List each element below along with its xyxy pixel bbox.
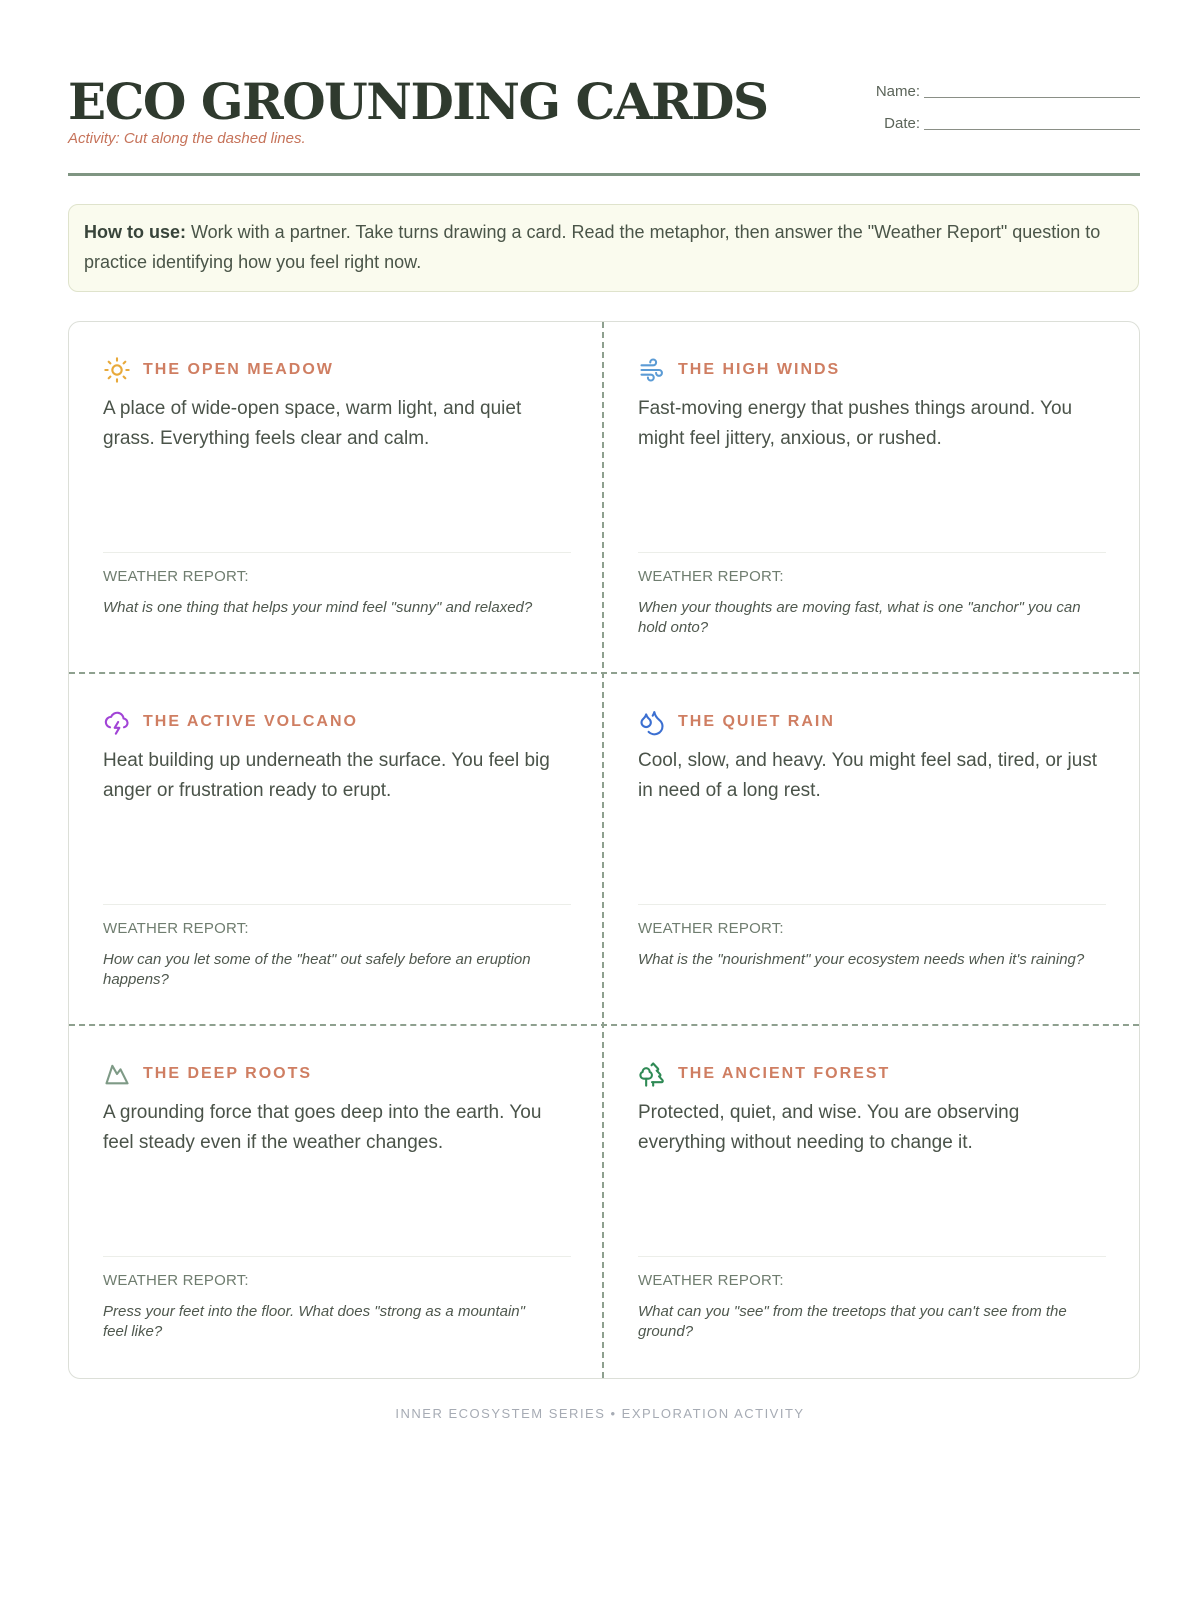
card-description: A grounding force that goes deep into the earth. You feel steady even if the weather changes. <box>103 1102 542 1153</box>
card-open-meadow <box>69 322 604 674</box>
card-header <box>638 356 840 384</box>
droplets-icon <box>638 708 666 736</box>
instructions-text: Work with a partner. Take turns drawing a card. Read the metaphor, then answer the "Weather Report" question to practice identifying how you feel right now. <box>84 222 1101 272</box>
weather-report-question: When your thoughts are moving fast, what is one "anchor" you can hold onto? <box>638 599 1081 636</box>
card-ancient-forest <box>604 1026 1139 1378</box>
card-description: Protected, quiet, and wise. You are observing everything without needing to change it. <box>638 1102 1020 1153</box>
trees-icon <box>638 1060 666 1088</box>
instructions-box <box>68 204 1139 292</box>
card-separator <box>638 1256 1106 1257</box>
card-header <box>638 708 835 736</box>
card-separator <box>103 552 571 553</box>
weather-report-question: Press your feet into the floor. What does "strong as a mountain" feel like? <box>103 1303 525 1340</box>
card-active-volcano <box>69 674 604 1026</box>
name-label: Name: <box>875 83 920 100</box>
card-description: Heat building up underneath the surface. You feel big anger or frustration ready to erupt. <box>103 750 550 801</box>
card-header <box>103 708 358 736</box>
weather-report-label: WEATHER REPORT: <box>103 568 249 585</box>
name-field[interactable] <box>850 68 1140 100</box>
date-label: Date: <box>884 115 920 132</box>
card-title: THE ACTIVE VOLCANO <box>143 713 358 730</box>
card-title: THE DEEP ROOTS <box>143 1065 313 1082</box>
page-header <box>68 66 1140 176</box>
mountain-icon <box>103 1060 131 1088</box>
sun-icon <box>103 356 131 384</box>
card-title: THE ANCIENT FOREST <box>678 1065 891 1082</box>
card-title: THE QUIET RAIN <box>678 713 835 730</box>
card-separator <box>638 552 1106 553</box>
instructions-lead: How to use: <box>84 222 186 242</box>
date-line[interactable] <box>924 115 1140 130</box>
card-description: Fast-moving energy that pushes things around. You might feel jittery, anxious, or rushed. <box>638 398 1073 449</box>
weather-report-label: WEATHER REPORT: <box>103 920 249 937</box>
card-description: A place of wide-open space, warm light, and quiet grass. Everything feels clear and calm. <box>103 398 522 449</box>
card-header <box>103 356 334 384</box>
wind-icon <box>638 356 666 384</box>
card-separator <box>103 904 571 905</box>
weather-report-question: What can you "see" from the treetops that you can't see from the ground? <box>638 1303 1067 1340</box>
page-title: ECO GROUNDING CARDS <box>68 72 768 131</box>
storm-cloud-icon <box>103 708 131 736</box>
student-fields <box>850 68 1140 132</box>
card-deep-roots <box>69 1026 604 1378</box>
card-quiet-rain <box>604 674 1139 1026</box>
horizontal-cut-line <box>69 1024 1139 1026</box>
weather-report-question: What is the "nourishment" your ecosystem needs when it's raining? <box>638 951 1085 968</box>
weather-report-question: How can you let some of the "heat" out safely before an eruption happens? <box>103 951 531 988</box>
card-high-winds <box>604 322 1139 674</box>
weather-report-question: What is one thing that helps your mind feel "sunny" and relaxed? <box>103 599 533 616</box>
card-header <box>638 1060 890 1088</box>
vertical-cut-line <box>602 322 604 1378</box>
date-field[interactable] <box>850 100 1140 132</box>
weather-report-label: WEATHER REPORT: <box>103 1272 249 1289</box>
card-title: THE OPEN MEADOW <box>143 361 334 378</box>
header-divider <box>68 173 1140 176</box>
card-separator <box>638 904 1106 905</box>
weather-report-label: WEATHER REPORT: <box>638 568 784 585</box>
page-subtitle: Activity: Cut along the dashed lines. <box>68 130 306 147</box>
page-footer: INNER ECOSYSTEM SERIES • EXPLORATION ACTIVITY <box>395 1406 805 1421</box>
card-header <box>103 1060 312 1088</box>
weather-report-label: WEATHER REPORT: <box>638 920 784 937</box>
card-description: Cool, slow, and heavy. You might feel sad, tired, or just in need of a long rest. <box>638 750 1098 801</box>
horizontal-cut-line <box>69 672 1139 674</box>
card-grid <box>68 321 1140 1379</box>
card-title: THE HIGH WINDS <box>678 361 841 378</box>
name-line[interactable] <box>924 83 1140 98</box>
weather-report-label: WEATHER REPORT: <box>638 1272 784 1289</box>
card-separator <box>103 1256 571 1257</box>
